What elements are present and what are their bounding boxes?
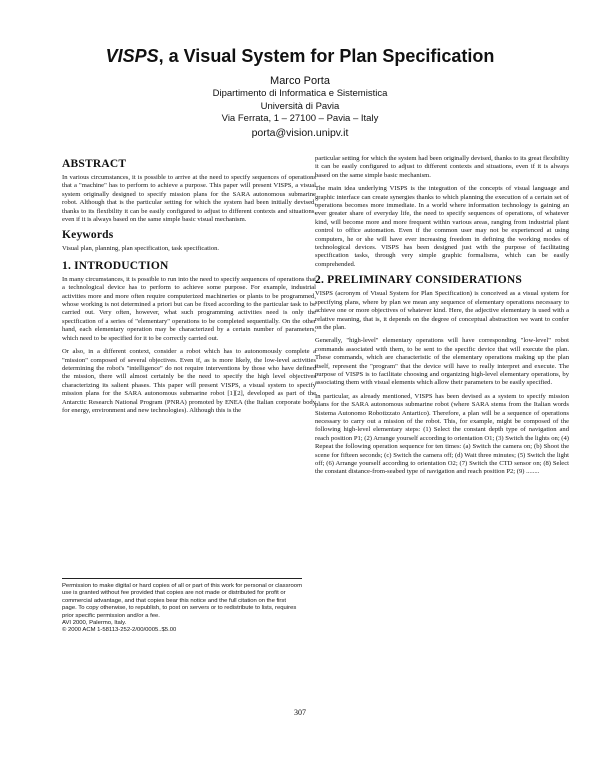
intro-continued-paragraph: particular setting for which the system had been originally devised, thanks to its great flexibility it can be easily configured to adjust to different contexts and situations, even if it is always based on the same simple basic mechanism.	[315, 155, 569, 179]
copyright-notice	[62, 578, 302, 635]
author-address: Via Ferrata, 1 – 27100 – Pavia – Italy	[221, 113, 379, 124]
prelim-heading: 2. PRELIMINARY CONSIDERATIONS	[315, 274, 522, 287]
intro-heading: 1. INTRODUCTION	[62, 259, 169, 272]
prelim-paragraph-3: In particular, as already mentioned, VISPS has been devised as a system to specify mission plans for the SARA autonomous submarine robot (where SARA stems from the Italian words Sistema Autonomo Robotizzato Antartico). Therefore, a plan will be a sequence of operations necessary to carry out a mission of the robot. This, for example, might be composed of the following high-level elementary steps: (1) Select the constant depth type of navigation and reach position P1; (2) Arrange yourself according to orientation O1; (3) Switch the lights on; (4) Repeat the following operation sequence for ten times: (a) Switch the camera on; (b) Shoot the scene for fifteen seconds; (c) Switch the camera off; (d) Wait three minutes; (5) Switch the light off; (6) Arrange yourself according to orientation O2; (7) Switch the CTD sensor on; (8) Select the constant distance-from-seabed type of navigation and reach position P2; (9) ........	[315, 392, 569, 476]
title-acronym: VISPS	[105, 46, 159, 66]
right-column	[315, 155, 569, 482]
abstract-text: In various circumstances, it is possible to arrive at the need to specify sequences of operations that a "machine" has to perform to achieve a purpose. This paper will present VISPS, a visual system originally designed to specify mission plans for the SARA autonomous submarine robot. Although that is the particular setting for which the system had been initially devised, thanks to its flexibility it can be easily configured to adjust to different contexts and situations, even if it is always based on the same simple basic visual mechanism.	[62, 174, 316, 224]
author-name: Marco Porta	[270, 75, 330, 87]
page-number: 307	[294, 708, 306, 717]
author-university: Università di Pavia	[260, 100, 340, 112]
paper-title	[0, 46, 600, 67]
prelim-paragraph-1: VISPS (acronym of Visual System for Plan Specification) is conceived as a visual system for specifying plans, where by plan we mean any sequence of elementary operations necessary to achieve one or more objectives of whatever kind. Here, the adjective elementary is used with a relative meaning, that is, it depends on the degree of conceptual abstraction we want to confer on the plan.	[315, 290, 569, 331]
intro-paragraph-1: In many circumstances, it is possible to run into the need to specify sequences of operations that a technological device has to perform to achieve some purpose. For example, industrial activities more and more often require computerized machineries or plants to be programmed, whose working is not determined a priori but can be fixed according to the particular task to be carried out. Very often, however, what such programming activities need is only the specification of a series of "elementary" operations to be completed sequentially. On the other hand, each elementary operation may be characterized by a certain number of parameters, which need to be specified for it to be correctly carried out.	[62, 275, 316, 342]
title-rest: , a Visual System for Plan Specification	[158, 46, 495, 66]
keywords-heading: Keywords	[62, 229, 114, 242]
keywords-text: Visual plan, planning, plan specification, task specification.	[62, 245, 220, 253]
intro-paragraph-2: Or also, in a different context, consider a robot which has to autonomously complete a "mission" composed of several objectives. Even if, as is more likely, the low-level activities determining the robot's "intelligence" do not require interventions by those who have defined the mission, there will almost certainly be the need to specify the high level objectives characterizing its salient phases. This paper will present VISPS, a visual system to specify mission plans for the SARA autonomous submarine robot [1][2], developed as part of the Antarctic Research National Program (PNRA) promoted by ENEA (the Italian corporate body for energy, environment and new technologies). Although this is the	[62, 348, 316, 414]
copyright-conference: AVI 2000, Palermo, Italy.	[62, 620, 127, 627]
abstract-heading: ABSTRACT	[62, 158, 127, 170]
copyright-acm: © 2000 ACM 1-58113-252-2/00/0005..$5.00	[62, 627, 177, 634]
intro-paragraph-3: The main idea underlying VISPS is the integration of the concepts of visual language and graphic interface can create synergies thanks to which planning the execution of a certain set of operations becomes more immediate. In a world where information technology is gaining an ever greater share of everyday life, the need to specify sequences of operations, of whatever kind, will become more and more frequent within various areas, ranging from industrial plant control to office automation. Even if the common user may not be experienced at using computers, he or she will have ever increasing freedom in defining the working modes of technological devices. VISPS has been designed just with the purpose of facilitating specification tasks, through very simple graphic formalisms, which can be easily comprehended.	[315, 185, 569, 268]
prelim-paragraph-2: Generally, "high-level" elementary operations will have corresponding "low-level" robot commands associated with them, to be sent to the specific device that will execute the plan. These commands, which are characteristic of the elementary operations making up the plan itself, represent the "program" that the device will have to really interpret and execute. The purpose of VISPS is to facilitate choosing and organizing high-level elementary operations, by associating them with visual elements which allow their parameters to be easily specified.	[315, 337, 569, 387]
author-block	[0, 74, 600, 140]
copyright-permission: Permission to make digital or hard copies of all or part of this work for personal or classroom use is granted without fee provided that copies are not made or distributed for profit or commercial advantage, and that copies bear this notice and the full citation on the first page. To copy otherwise, to republish, to post on servers or to redistribute to lists, requires prior specific permission and/or a fee.	[62, 583, 302, 619]
author-email: porta@vision.unipv.it	[251, 126, 349, 139]
left-column	[62, 155, 316, 420]
author-department: Dipartimento di Informatica e Sistemistica	[212, 88, 388, 99]
